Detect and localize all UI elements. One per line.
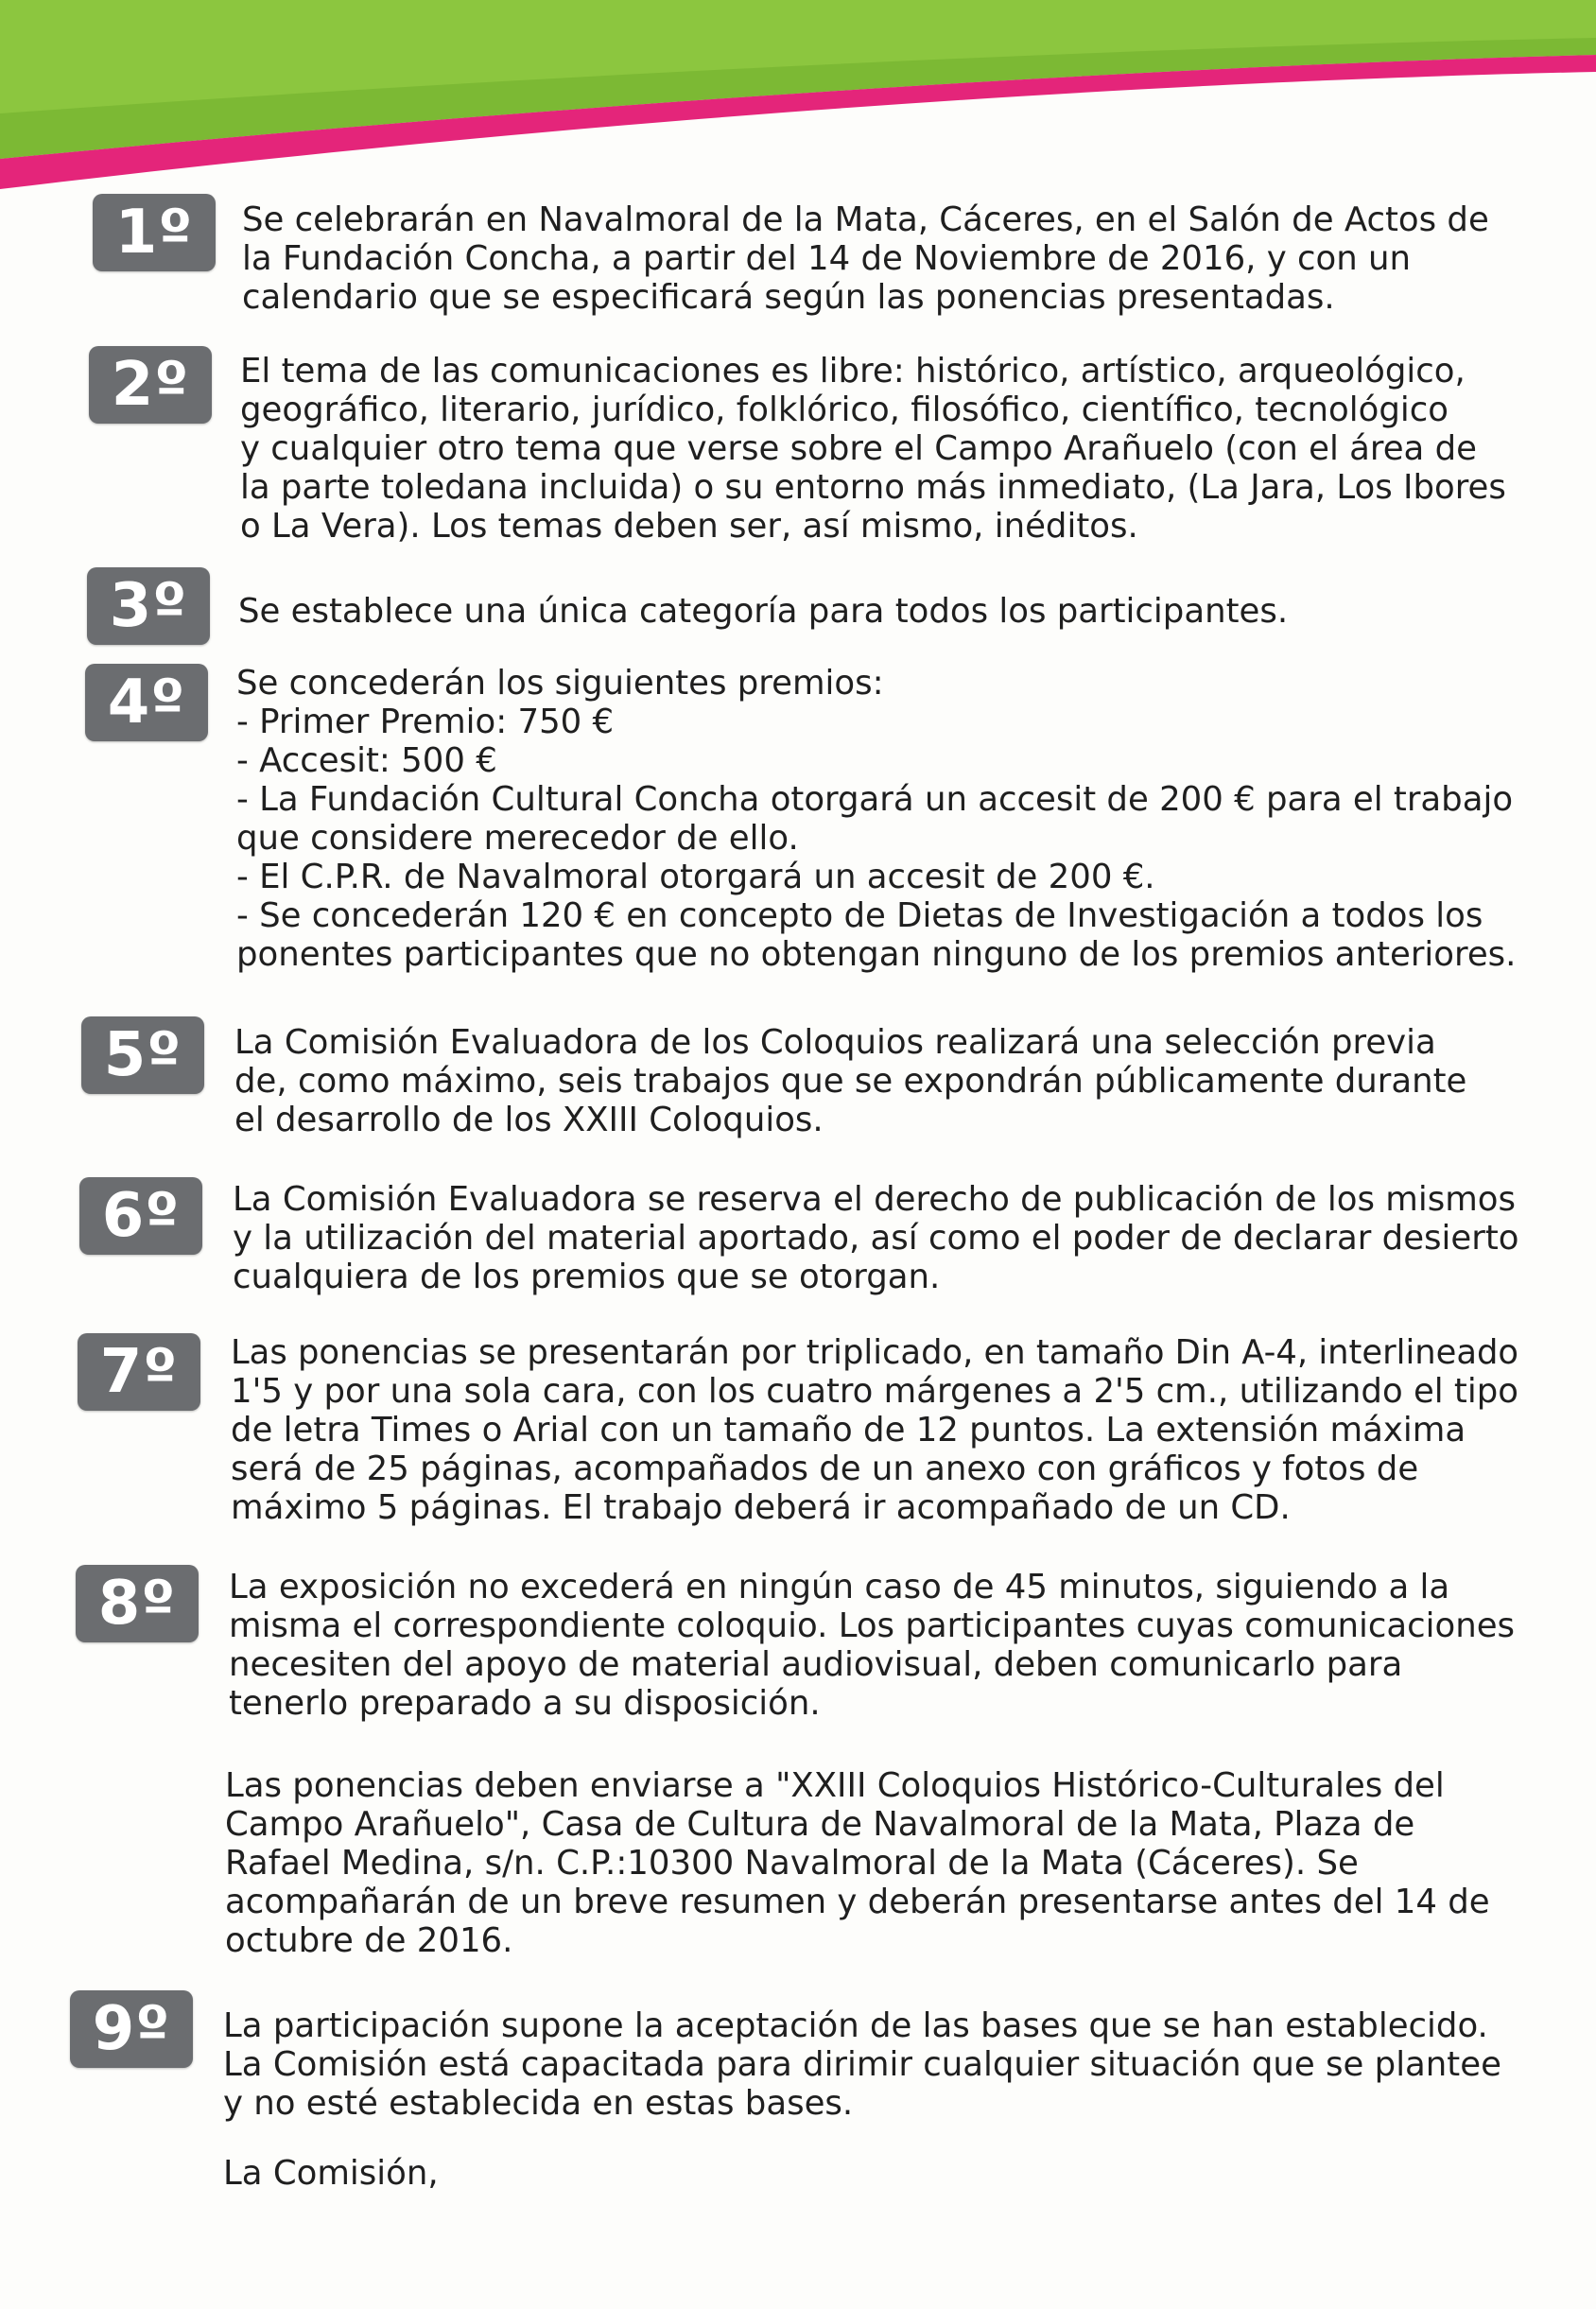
rule-text xyxy=(238,592,1326,631)
rule-line: Se establece una única categoría para todos los participantes. xyxy=(238,592,1289,631)
rule-text xyxy=(234,1023,1522,1139)
rule-line: La Comisión Evaluadora se reserva el derecho de publicación de los mismos xyxy=(233,1180,1516,1219)
rule-line: y la utilización del material aportado, así como el poder de declarar desierto xyxy=(233,1219,1519,1258)
rule-line: Las ponencias deben enviarse a "XXIII Coloquios Histórico-Culturales del xyxy=(225,1766,1445,1805)
rule-line: de letra Times o Arial con un tamaño de 12 puntos. La extensión máxima xyxy=(231,1411,1466,1450)
rule-text xyxy=(240,352,1528,546)
rule-text xyxy=(229,1568,1515,1723)
rule-line: - Se concederán 120 € en concepto de Dietas de Investigación a todos los xyxy=(236,896,1483,935)
rule-number-badge: 4º xyxy=(85,664,208,741)
rule-number-badge: 6º xyxy=(79,1177,202,1255)
rule-line: La Comisión Evaluadora de los Coloquios realizará una selección previa xyxy=(234,1023,1436,1062)
rule-line: - Accesit: 500 € xyxy=(236,741,497,780)
rule-line: - La Fundación Cultural Concha otorgará un accesit de 200 € para el trabajo xyxy=(236,780,1514,819)
rule-number-badge: 9º xyxy=(70,1990,193,2068)
rule-line: y no esté establecida en estas bases. xyxy=(223,2084,854,2123)
rule-line: o La Vera). Los temas deben ser, así mismo, inéditos. xyxy=(240,507,1138,546)
rule-line: tenerlo preparado a su disposición. xyxy=(229,1684,821,1723)
rule-line: de, como máximo, seis trabajos que se expondrán públicamente durante xyxy=(234,1062,1467,1101)
rule-line: Campo Arañuelo", Casa de Cultura de Navalmoral de la Mata, Plaza de xyxy=(225,1805,1415,1844)
rule-number-badge: 5º xyxy=(81,1016,204,1094)
signature xyxy=(223,2154,439,2193)
rule-line: Las ponencias se presentarán por triplicado, en tamaño Din A-4, interlineado xyxy=(231,1333,1519,1372)
header-band xyxy=(0,0,1596,208)
rule-line: que considere merecedor de ello. xyxy=(236,819,799,858)
rule-number-badge: 3º xyxy=(87,567,210,645)
signature-text: La Comisión, xyxy=(223,2154,439,2193)
rule-line: 1'5 y por una sola cara, con los cuatro márgenes a 2'5 cm., utilizando el tipo xyxy=(231,1372,1518,1411)
rule-text xyxy=(223,2006,1509,2123)
rule-line: la parte toledana incluida) o su entorno más inmediato, (La Jara, Los Ibores xyxy=(240,468,1506,507)
rule-line: la Fundación Concha, a partir del 14 de Noviembre de 2016, y con un xyxy=(242,239,1412,278)
rule-number-badge: 7º xyxy=(78,1333,200,1411)
rule-line: La exposición no excederá en ningún caso de 45 minutos, siguiendo a la xyxy=(229,1568,1450,1606)
rule-line: - El C.P.R. de Navalmoral otorgará un accesit de 200 €. xyxy=(236,858,1155,896)
rule-text xyxy=(231,1333,1518,1527)
rule-line: ponentes participantes que no obtengan ninguno de los premios anteriores. xyxy=(236,935,1517,974)
rule-number-badge: 8º xyxy=(76,1565,199,1642)
rule-line: Rafael Medina, s/n. C.P.:10300 Navalmoral de la Mata (Cáceres). Se xyxy=(225,1844,1359,1883)
rule-line: Se concederán los siguientes premios: xyxy=(236,664,884,703)
rule-number-badge: 1º xyxy=(93,194,216,271)
rule-line: El tema de las comunicaciones es libre: histórico, artístico, arqueológico, xyxy=(240,352,1466,391)
rule-line: calendario que se especificará según las ponencias presentadas. xyxy=(242,278,1335,317)
rule-text xyxy=(225,1766,1513,1960)
rule-line: cualquiera de los premios que se otorgan. xyxy=(233,1258,941,1296)
rule-line: acompañarán de un breve resumen y deberán presentarse antes del 14 de xyxy=(225,1883,1490,1921)
rule-line: La participación supone la aceptación de las bases que se han establecido. xyxy=(223,2006,1488,2045)
rule-number-badge: 2º xyxy=(89,346,212,424)
rule-line: máximo 5 páginas. El trabajo deberá ir acompañado de un CD. xyxy=(231,1488,1291,1527)
rule-line: y cualquier otro tema que verse sobre el Campo Arañuelo (con el área de xyxy=(240,429,1477,468)
rule-line: geográfico, literario, jurídico, folklórico, filosófico, científico, tecnológico xyxy=(240,391,1449,429)
rule-line: necesiten del apoyo de material audiovisual, deben comunicarlo para xyxy=(229,1645,1403,1684)
rule-line: Se celebrarán en Navalmoral de la Mata, Cáceres, en el Salón de Actos de xyxy=(242,200,1489,239)
rule-line: - Primer Premio: 750 € xyxy=(236,703,615,741)
rule-text xyxy=(242,200,1528,317)
rule-text xyxy=(236,664,1524,974)
rule-line: octubre de 2016. xyxy=(225,1921,513,1960)
rule-line: La Comisión está capacitada para dirimir cualquier situación que se plantee xyxy=(223,2045,1501,2084)
rule-line: será de 25 páginas, acompañados de un anexo con gráficos y fotos de xyxy=(231,1450,1419,1488)
rule-text xyxy=(233,1180,1522,1296)
rule-line: el desarrollo de los XXIII Coloquios. xyxy=(234,1101,824,1139)
rule-line: misma el correspondiente coloquio. Los participantes cuyas comunicaciones xyxy=(229,1606,1516,1645)
